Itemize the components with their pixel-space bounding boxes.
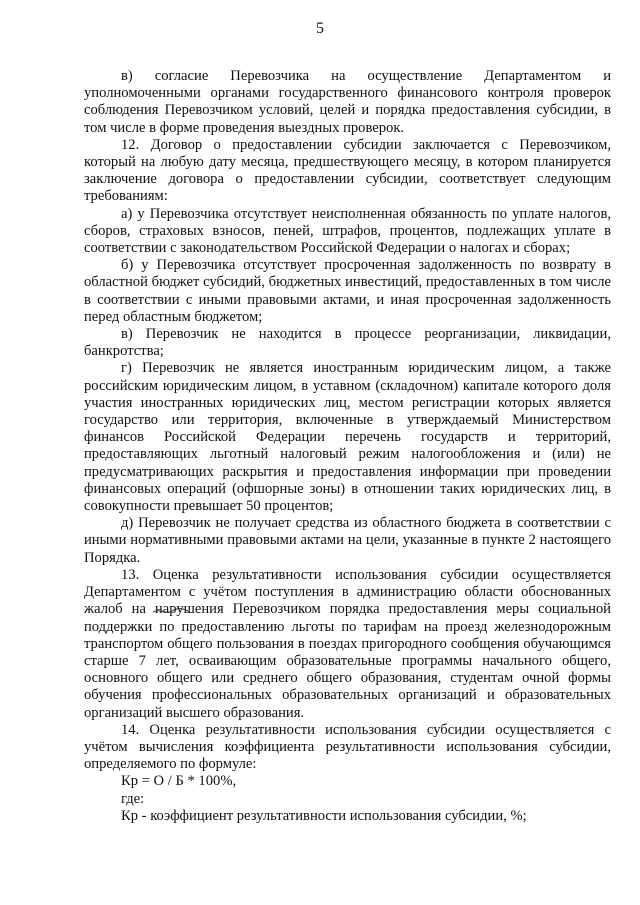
paragraph-12v: в) Перевозчик не находится в процессе реорганизации, ликвидации, банкротства;: [84, 326, 611, 360]
where-label: где:: [121, 790, 145, 807]
page-number: 5: [316, 20, 324, 37]
paragraph-13: 13. Оценка результативности использования субсидии осуществляется Департаментом с учётом поступления в администрацию области обоснованных жалоб на нарушения Перевозчиком порядка предоставления меры социальной поддержки по предоставлению льготы по тарифам на проезд железнодорожным транспортом общего пользования в поездах пригородного сообщения обучающимся старше 7 лет, осваивающим образовательные программы начального общего, основного общего или среднего общего образования, студентам очной формы обучения профессиональных образовательных организаций и образовательных организаций высшего образования.: [84, 566, 611, 721]
paragraph-12a: а) у Перевозчика отсутствует неисполненная обязанность по уплате налогов, сборов, страховых взносов, пеней, штрафов, процентов, подлежащих уплате в соответствии с законодательством Российской Федерации о налогах и сборах;: [84, 205, 611, 257]
paragraph-11v: в) согласие Перевозчика на осуществление Департаментом и уполномоченными органами государственного финансового контроля проверок соблюдения Перевозчиком условий, целей и порядка предоставления субсидии, в том числе в форме проведения выездных проверок.: [84, 68, 611, 136]
paragraph-12: 12. Договор о предоставлении субсидии заключается с Перевозчиком, который на любую дату месяца, предшествующего месяцу, в котором планируется заключение договора о предоставлении субсидии, соответствует следующим требованиям:: [84, 136, 611, 205]
paragraph-14: 14. Оценка результативности использования субсидии осуществляется с учётом вычисления коэффициента результативности использования субсидии, определяемого по формуле:: [84, 721, 611, 773]
definition-kr: Кр - коэффициент результативности использования субсидии, %;: [121, 807, 527, 824]
paragraph-12d: д) Перевозчик не получает средства из областного бюджета в соответствии с иными нормативными правовыми актами на цели, указанные в пункте 2 настоящего Порядка.: [84, 515, 611, 566]
handwritten-mark: [152, 606, 192, 616]
document-body: [84, 68, 611, 825]
formula: Кр = О / Б * 100%,: [121, 773, 237, 790]
paragraph-12b: б) у Перевозчика отсутствует просроченная задолженность по возврату в областной бюджет субсидий, бюджетных инвестиций, предоставленных в том числе в соответствии с иными правовыми актами, и иная просроченная задолженность перед областным бюджетом;: [84, 257, 611, 325]
paragraph-12g: г) Перевозчик не является иностранным юридическим лицом, а также российским юридическим лицом, в уставном (складочном) капитале которого доля участия иностранных юридических лиц, местом регистрации которых является государство или территория, включенные в утверждаемый Министерством финансов Российской Федерации перечень государств и территорий, предоставляющих льготный налоговый режим налогообложения и (или) не предусматривающих раскрытия и предоставления информации при проведении финансовых операций (офшорные зоны) в отношении таких юридических лиц, в совокупности превышает 50 процентов;: [84, 360, 611, 515]
